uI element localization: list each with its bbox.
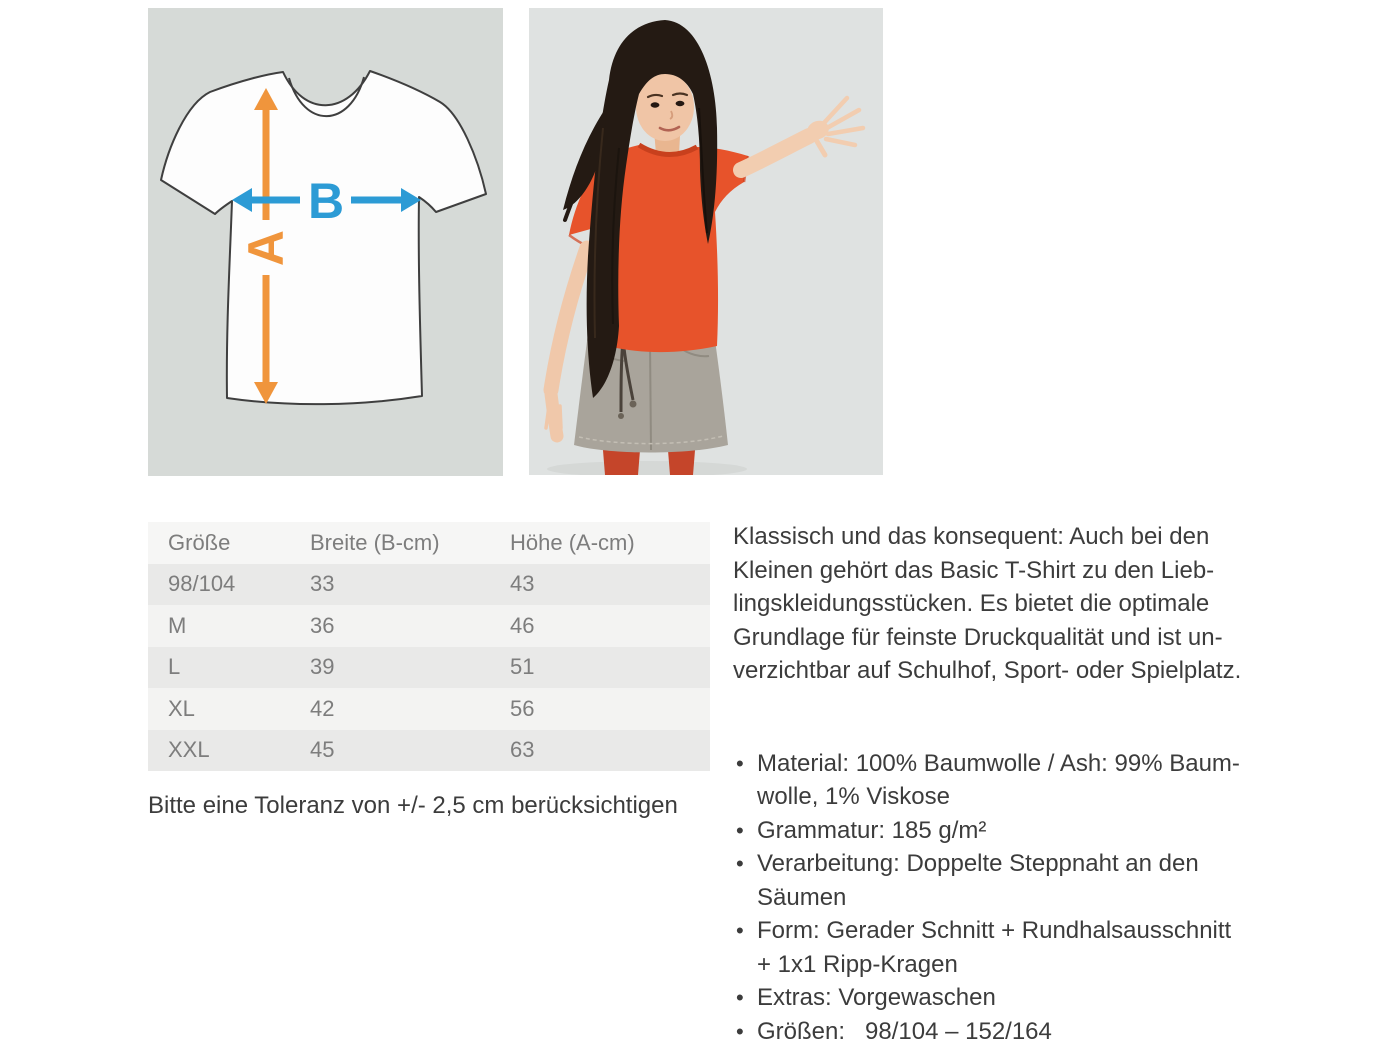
bullet-icon: • (733, 981, 757, 1015)
hoehe-cell: 56 (510, 696, 710, 722)
product-attributes-list (733, 747, 1268, 1048)
column-header-breite: Breite (B-cm) (310, 530, 510, 556)
hoehe-cell: 43 (510, 571, 710, 597)
measurement-label-b: B (308, 173, 344, 229)
breite-cell: 33 (310, 571, 510, 597)
bullet-icon: • (733, 914, 757, 948)
size-table-header-row (148, 522, 710, 564)
bullet-icon: • (733, 747, 757, 781)
description-line: Grundlage für feinste Druckqualität und ist un- (733, 621, 1268, 655)
product-details (733, 520, 1268, 1048)
breite-cell: 36 (310, 613, 510, 639)
breite-cell: 39 (310, 654, 510, 680)
size-table (148, 522, 710, 771)
attribute-line: Verarbeitung: Doppelte Steppnaht an den (757, 847, 1268, 881)
attribute-line: Material: 100% Baumwolle / Ash: 99% Baum- (757, 747, 1268, 781)
attribute-line: Extras: Vorgewaschen (757, 981, 1268, 1015)
bullet-icon: • (733, 1015, 757, 1048)
size-cell: XL (168, 696, 310, 722)
table-row (148, 730, 710, 772)
column-header-groesse: Größe (168, 530, 310, 556)
attribute-line: Größen: 98/104 – 152/164 (757, 1015, 1268, 1048)
list-item-grammatur (733, 814, 1268, 848)
size-cell: M (168, 613, 310, 639)
description-line: verzichtbar auf Schulhof, Sport- oder Spielplatz. (733, 654, 1268, 688)
list-item-verarbeitung (733, 847, 1268, 914)
attribute-line: Form: Gerader Schnitt + Rundhalsausschnitt (757, 914, 1268, 948)
size-cell: L (168, 654, 310, 680)
size-cell: 98/104 (168, 571, 310, 597)
table-row (148, 605, 710, 647)
tolerance-note: Bitte eine Toleranz von +/- 2,5 cm berücksichtigen (148, 792, 748, 820)
left-eye (651, 102, 660, 107)
column-header-hoehe: Höhe (A-cm) (510, 530, 710, 556)
table-row (148, 564, 710, 606)
size-cell: XXL (168, 737, 310, 763)
hoehe-cell: 51 (510, 654, 710, 680)
list-item-form (733, 914, 1268, 981)
description-line: Klassisch und das konsequent: Auch bei den (733, 520, 1268, 554)
description-line: Kleinen gehört das Basic T-Shirt zu den Lieb- (733, 554, 1268, 588)
list-item-material (733, 747, 1268, 814)
attribute-line: wolle, 1% Viskose (757, 780, 1268, 814)
child-model-illustration (529, 8, 883, 475)
bullet-icon: • (733, 814, 757, 848)
hoehe-cell: 46 (510, 613, 710, 639)
bullet-icon: • (733, 847, 757, 881)
table-row (148, 688, 710, 730)
attribute-line: Säumen (757, 881, 1268, 915)
list-item-groessen (733, 1015, 1268, 1048)
measurement-label-a: A (238, 230, 294, 266)
tshirt-measurement-diagram (148, 8, 503, 476)
breite-cell: 45 (310, 737, 510, 763)
hoehe-cell: 63 (510, 737, 710, 763)
attribute-line: Grammatur: 185 g/m² (757, 814, 1268, 848)
product-model-photo (529, 8, 883, 475)
list-item-extras (733, 981, 1268, 1015)
product-description (733, 520, 1268, 688)
breite-cell: 42 (310, 696, 510, 722)
description-line: lingskleidungsstücken. Es bietet die optimale (733, 587, 1268, 621)
table-row (148, 647, 710, 689)
attribute-line: + 1x1 Ripp-Kragen (757, 948, 1268, 982)
right-eye (676, 101, 685, 106)
size-diagram-image (148, 8, 503, 476)
